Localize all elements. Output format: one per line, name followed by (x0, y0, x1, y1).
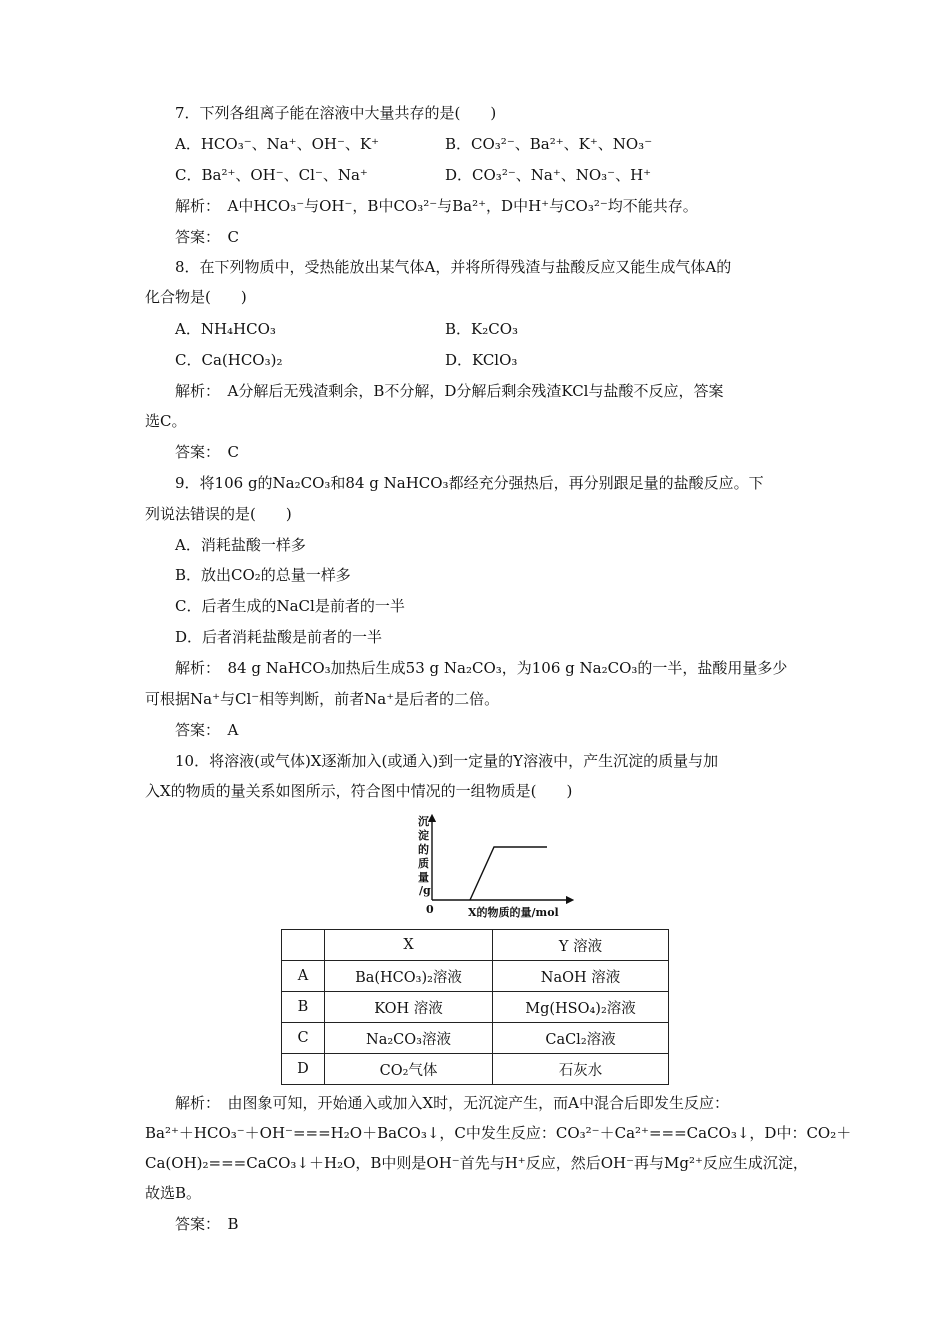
q9-analysis-line2: 可根据Na⁺与Cl⁻相等判断，前者Na⁺是后者的二倍。 (145, 690, 500, 708)
table-cell: Mg(HSO₄)₂溶液 (493, 992, 669, 1023)
table-cell: A (282, 961, 325, 992)
table-cell: Ba(HCO₃)₂溶液 (325, 961, 493, 992)
q10-stem-line2: 入X的物质的量关系如图所示，符合图中情况的一组物质是( ) (145, 782, 573, 800)
precipitate-curve (470, 847, 547, 900)
table-row (282, 961, 669, 992)
table-cell: CO₂气体 (325, 1054, 493, 1085)
table-row (282, 1054, 669, 1085)
y-axis-label-char: 量 (418, 871, 429, 884)
q8-option-d: D．KClO₃ (445, 351, 518, 369)
table-cell: 石灰水 (493, 1054, 669, 1085)
table-cell: KOH 溶液 (325, 992, 493, 1023)
q10-analysis-line2: Ba²⁺＋HCO₃⁻＋OH⁻===H₂O＋BaCO₃↓，C中发生反应：CO₃²⁻＋Ca²⁺===CaCO₃↓，D中：CO₂＋ (145, 1124, 852, 1142)
q7-stem: 7．下列各组离子能在溶液中大量共存的是( ) (175, 104, 497, 122)
table-row (282, 1023, 669, 1054)
q9-option-c: C．后者生成的NaCl是前者的一半 (175, 597, 405, 615)
precipitate-graph (384, 812, 584, 922)
table-cell: NaOH 溶液 (493, 961, 669, 992)
q9-stem-line1: 9．将106 g的Na₂CO₃和84 g NaHCO₃都经充分强热后，再分别跟足量的盐酸反应。下 (175, 474, 764, 492)
y-axis-label-char: 淀 (418, 829, 429, 842)
q8-answer: 答案： C (175, 443, 239, 461)
q10-analysis-line1: 解析： 由图象可知，开始通入或加入X时，无沉淀产生，而A中混合后即发生反应： (175, 1094, 730, 1112)
q8-stem-line2: 化合物是( ) (145, 288, 247, 306)
x-axis-label: X的物质的量/mol (468, 906, 559, 919)
q8-analysis-line2: 选C。 (145, 412, 187, 430)
y-axis-label-char: 质 (418, 857, 429, 870)
q7-analysis: 解析： A中HCO₃⁻与OH⁻，B中CO₃²⁻与Ba²⁺，D中H⁺与CO₃²⁻均不能共存。 (175, 197, 698, 215)
table-header-cell: Y 溶液 (493, 930, 669, 961)
q7-answer: 答案： C (175, 228, 239, 246)
q10-answer: 答案： B (175, 1215, 239, 1233)
q7-option-a: A．HCO₃⁻、Na⁺、OH⁻、K⁺ (175, 135, 380, 153)
q9-option-b: B．放出CO₂的总量一样多 (175, 566, 351, 584)
table-row (282, 992, 669, 1023)
q9-answer: 答案： A (175, 721, 239, 739)
q7-option-d: D．CO₃²⁻、Na⁺、NO₃⁻、H⁺ (445, 166, 652, 184)
q8-analysis-line1: 解析： A分解后无残渣剩余，B不分解，D分解后剩余残渣KCl与盐酸不反应，答案 (175, 382, 724, 400)
y-axis-label-char: 的 (418, 843, 429, 856)
table-cell: D (282, 1054, 325, 1085)
y-axis-label-unit: /g (419, 884, 431, 897)
q8-option-b: B．K₂CO₃ (445, 320, 519, 338)
q8-stem-line1: 8．在下列物质中，受热能放出某气体A，并将所得残渣与盐酸反应又能生成气体A的 (175, 258, 732, 276)
table-header-cell (282, 930, 325, 961)
options-table (281, 929, 669, 1085)
table-header-row (282, 930, 669, 961)
origin-label: 0 (426, 903, 434, 916)
table-cell: B (282, 992, 325, 1023)
q9-analysis-line1: 解析： 84 g NaHCO₃加热后生成53 g Na₂CO₃，为106 g Na₂CO₃的一半，盐酸用量多少 (175, 659, 788, 677)
y-axis-label-char: 沉 (418, 815, 429, 828)
q9-option-a: A．消耗盐酸一样多 (175, 536, 306, 554)
q9-option-d: D．后者消耗盐酸是前者的一半 (175, 628, 383, 646)
q9-stem-line2: 列说法错误的是( ) (145, 505, 292, 523)
q8-option-c: C．Ca(HCO₃)₂ (175, 351, 283, 369)
table-cell: CaCl₂溶液 (493, 1023, 669, 1054)
q10-stem-line1: 10．将溶液(或气体)X逐渐加入(或通入)到一定量的Y溶液中，产生沉淀的质量与加 (175, 752, 719, 770)
q7-option-b: B．CO₃²⁻、Ba²⁺、K⁺、NO₃⁻ (445, 135, 653, 153)
q8-option-a: A．NH₄HCO₃ (175, 320, 276, 338)
q10-analysis-line4: 故选B。 (145, 1184, 202, 1202)
table-cell: C (282, 1023, 325, 1054)
table-header-cell: X (325, 930, 493, 961)
table-cell: Na₂CO₃溶液 (325, 1023, 493, 1054)
q10-analysis-line3: Ca(OH)₂===CaCO₃↓＋H₂O，B中则是OH⁻首先与H⁺反应，然后OH⁻再与Mg²⁺反应生成沉淀， (145, 1154, 808, 1172)
q7-option-c: C．Ba²⁺、OH⁻、Cl⁻、Na⁺ (175, 166, 368, 184)
